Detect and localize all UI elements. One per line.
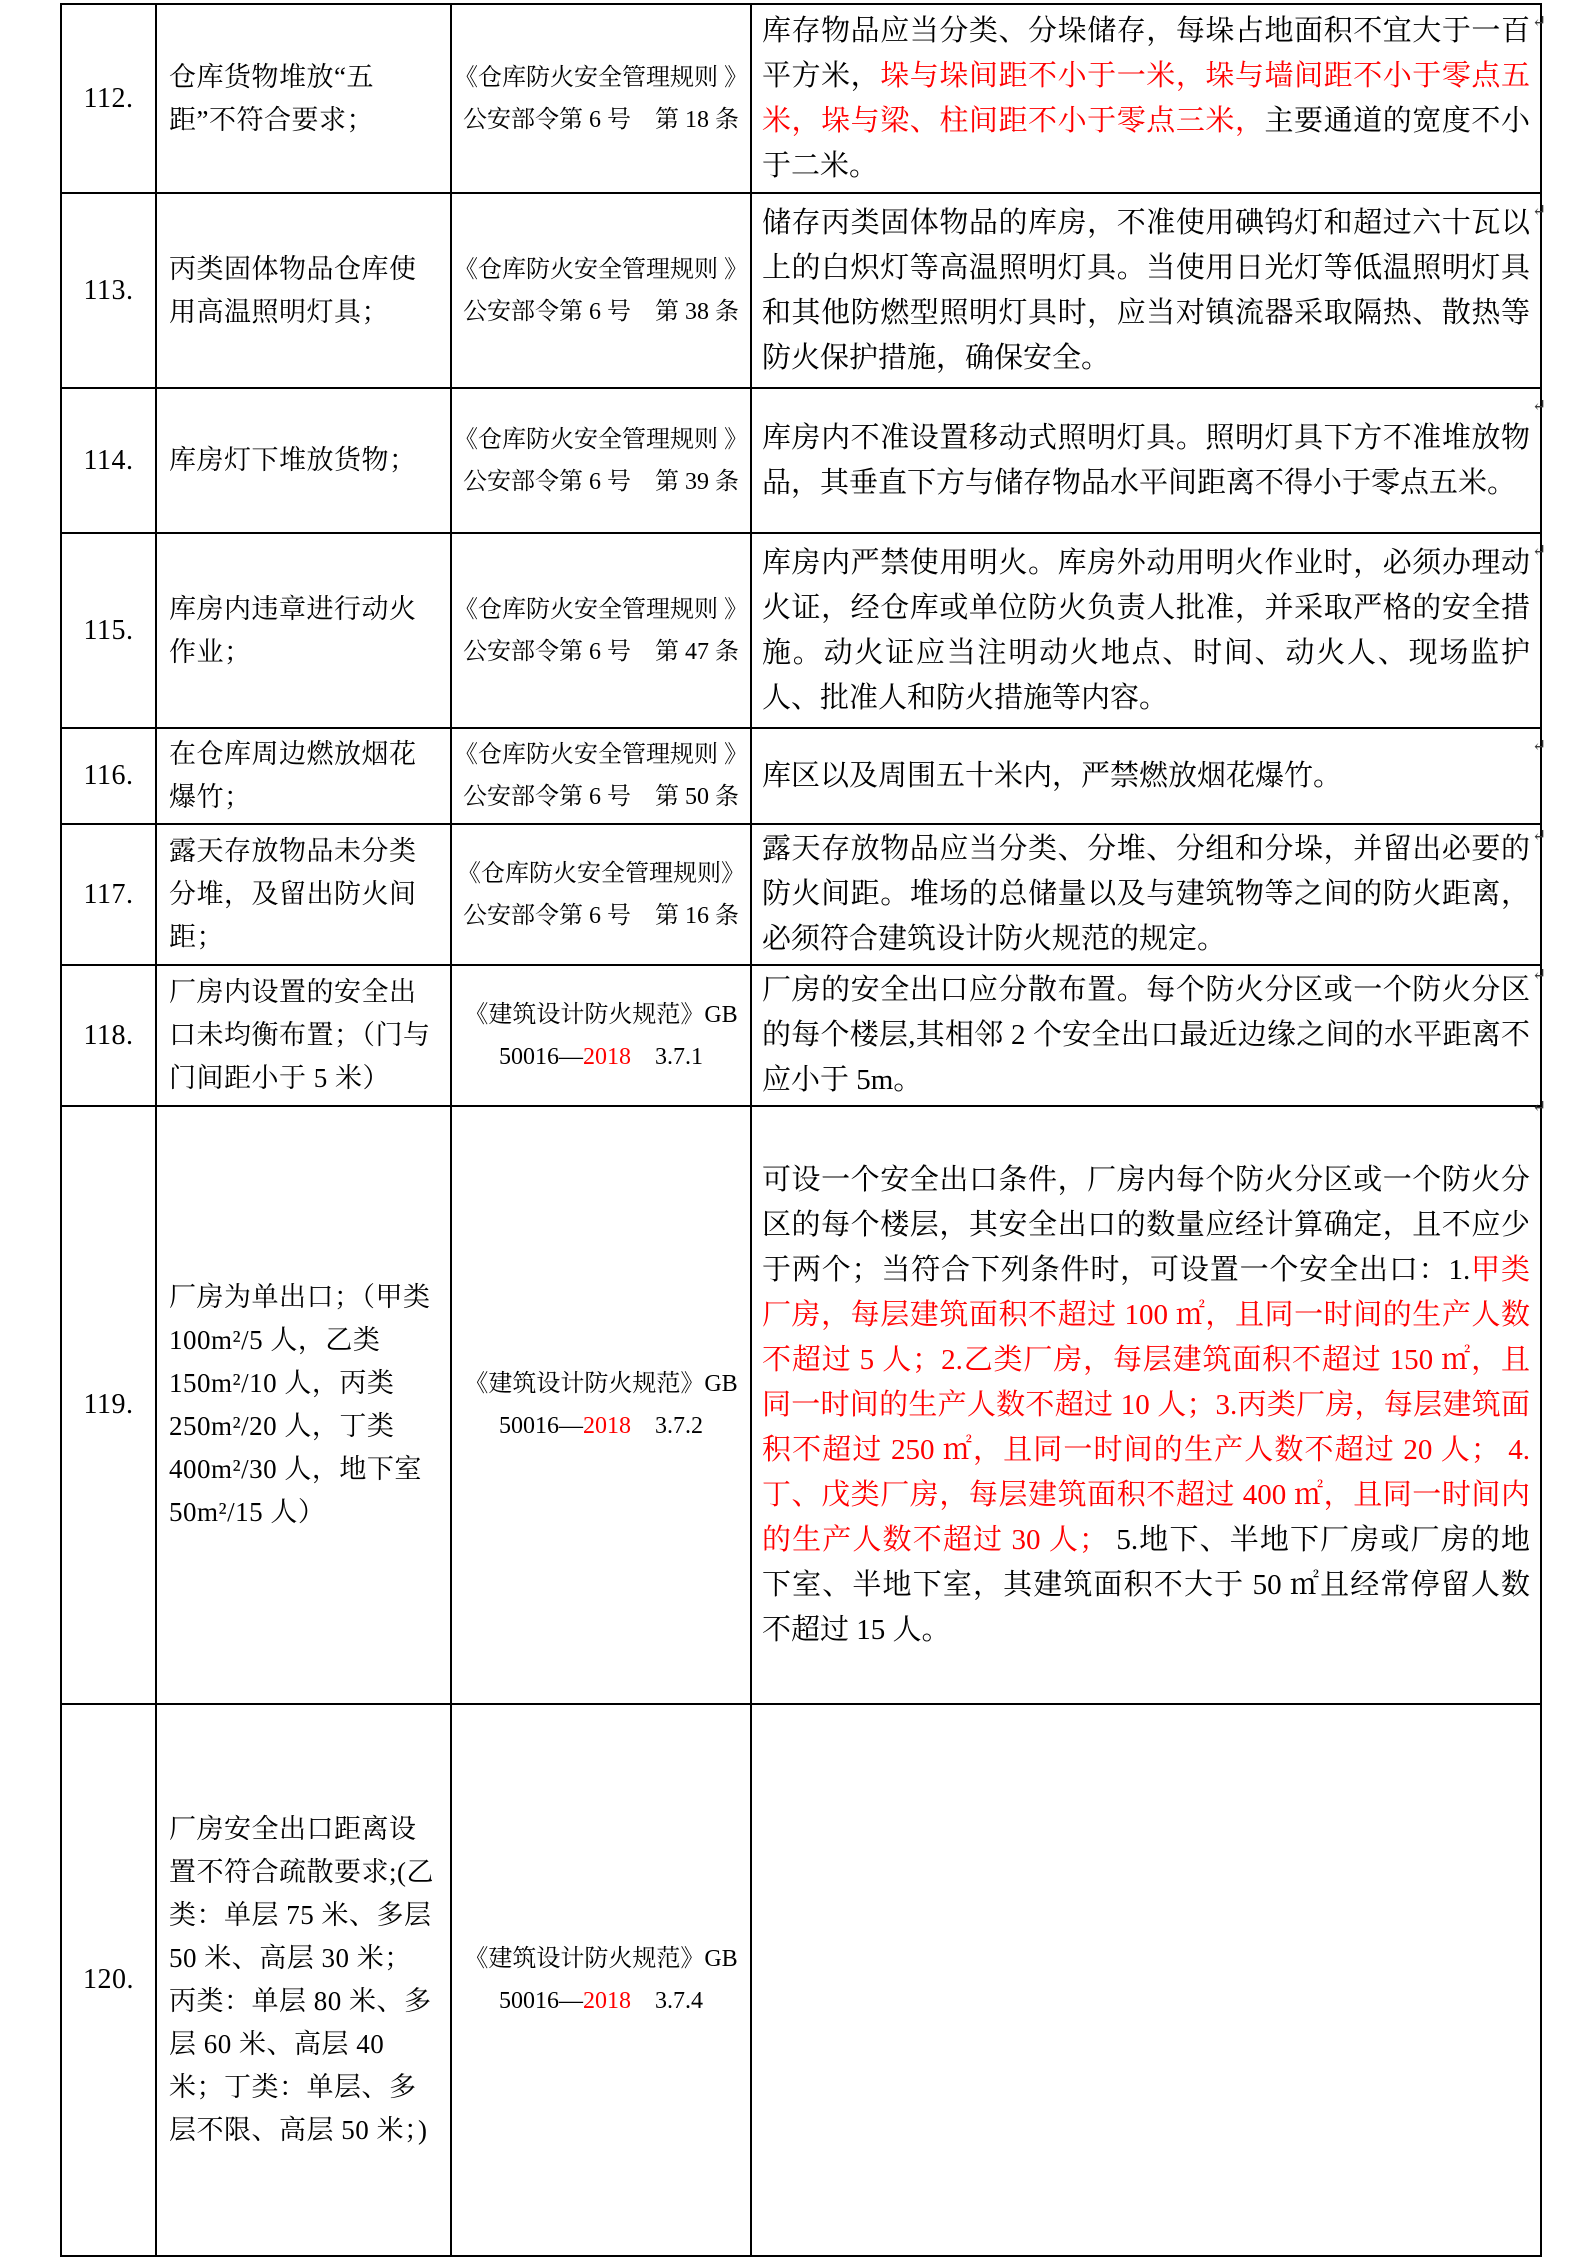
violation-cell: 露天存放物品未分类分堆，及留出防火间距； [156, 824, 451, 965]
table-row [61, 824, 1541, 965]
table-row [61, 1106, 1541, 1704]
violation-cell: 厂房内设置的安全出口未均衡布置；（门与门间距小于 5 米） [156, 965, 451, 1106]
basis-title: 《仓库防火安全管理规则 》 [454, 64, 748, 91]
basis-article [454, 461, 748, 503]
basis-article-segment: 3.7.1 [631, 1043, 703, 1070]
row-number-cell: 117. [61, 824, 156, 965]
basis-article [454, 1405, 748, 1447]
violation-cell: 库房灯下堆放货物； [156, 388, 451, 533]
basis-title: 《建筑设计防火规范》GB [464, 1371, 738, 1397]
basis-cell [451, 1106, 751, 1704]
basis-article-red-segment: 2018 [583, 1988, 631, 2014]
violation-cell: 厂房安全出口距离设置不符合疏散要求;(乙类：单层 75 米、多层 50 米、高层 30 米；丙类：单层 80 米、多层 60 米、高层 40 米；丁类：单层、多层不限、高层 50 米；) [156, 1704, 451, 2256]
basis-cell [451, 388, 751, 533]
detail-segment: 库房内严禁使用明火。库房外动用明火作业时，必须办理动火证，经仓库或单位防火负责人批准，并采取严格的安全措施。动火证应当注明动火地点、时间、动火人、现场监护人、批准人和防火措施等内容。 [762, 546, 1530, 714]
table-row [61, 388, 1541, 533]
row-number-cell: 112. [61, 4, 156, 193]
paragraph-mark-icon: ↵ [1532, 12, 1547, 31]
row-number-cell: 118. [61, 965, 156, 1106]
table-row [61, 728, 1541, 824]
basis-article-segment: 公安部令第 6 号 第 38 条 [463, 298, 739, 325]
paragraph-mark-icon: ↵ [1532, 965, 1547, 984]
paragraph-mark-icon: ↵ [1532, 396, 1547, 415]
basis-cell [451, 533, 751, 728]
row-number-cell: 120. [61, 1704, 156, 2256]
paragraph-mark-icon: ↵ [1532, 1097, 1547, 1116]
basis-title: 《仓库防火安全管理规则 》 [454, 742, 748, 768]
paragraph-mark-icon: ↵ [1532, 201, 1547, 220]
detail-segment: 库房内不准设置移动式照明灯具。照明灯具下方不准堆放物品，其垂直下方与储存物品水平间距离不得小于零点五米。 [762, 421, 1530, 499]
paragraph-mark-icon: ↵ [1532, 541, 1547, 560]
detail-cell [751, 4, 1541, 193]
detail-segment: 储存丙类固体物品的库房，不准使用碘钨灯和超过六十瓦以上的白炽灯等高温照明灯具。当使用日光灯等低温照明灯具和其他防燃型照明灯具时，应当对镇流器采取隔热、散热等防火保护措施，确保安全。 [762, 206, 1530, 374]
basis-article [454, 1980, 748, 2022]
table-row [61, 4, 1541, 193]
detail-segment: 库区以及周围五十米内，严禁燃放烟花爆竹。 [762, 759, 1343, 792]
basis-article [454, 1036, 748, 1078]
table-row [61, 1704, 1541, 2256]
detail-cell [751, 388, 1541, 533]
basis-article [454, 776, 748, 818]
violation-cell: 仓库货物堆放“五距”不符合要求； [156, 4, 451, 193]
detail-red-segment: 垛与垛间距不小于一米，垛与墙间距不小于零点五米，垛与梁、柱间距不小于零点三米， [762, 59, 1530, 137]
basis-title: 《仓库防火安全管理规则 》 [454, 426, 748, 453]
detail-cell [751, 728, 1541, 824]
basis-article-segment: 3.7.2 [631, 1413, 703, 1439]
table-row [61, 193, 1541, 388]
basis-article [454, 631, 748, 673]
regulations-table-body [61, 4, 1541, 2256]
basis-title: 《建筑设计防火规范》GB [464, 1946, 738, 1972]
row-number-cell: 113. [61, 193, 156, 388]
detail-segment: 露天存放物品应当分类、分堆、分组和分垛，并留出必要的防火间距。堆场的总储量以及与建筑物等之间的防火距离，必须符合建筑设计防火规范的规定。 [762, 833, 1530, 955]
basis-article [454, 895, 748, 937]
basis-article-segment: 公安部令第 6 号 第 18 条 [463, 106, 739, 133]
basis-article-segment: 公安部令第 6 号 第 16 条 [463, 902, 739, 929]
basis-article-segment: 50016— [499, 1988, 583, 2014]
violation-cell: 库房内违章进行动火作业； [156, 533, 451, 728]
basis-article [454, 291, 748, 333]
regulations-table [60, 3, 1542, 2257]
detail-segment: 厂房的安全出口应分散布置。每个防火分区或一个防火分区的每个楼层,其相邻 2 个安全出口最近边缘之间的水平距离不应小于 5m。 [762, 974, 1530, 1096]
detail-segment: 可设一个安全出口条件，厂房内每个防火分区或一个防火分区的每个楼层，其安全出口的数量应经计算确定，且不应少于两个；当符合下列条件时，可设置一个安全出口：1. [762, 1163, 1530, 1286]
basis-cell [451, 824, 751, 965]
detail-cell [751, 193, 1541, 388]
violation-cell: 厂房为单出口；（甲类 100m²/5 人，乙类 150m²/10 人，丙类 250m²/20 人，丁类 400m²/30 人，地下室 50m²/15 人） [156, 1106, 451, 1704]
basis-article-segment: 公安部令第 6 号 第 47 条 [463, 638, 739, 665]
row-number-cell: 114. [61, 388, 156, 533]
detail-cell [751, 1704, 1541, 2256]
basis-cell [451, 4, 751, 193]
row-number-cell: 116. [61, 728, 156, 824]
violation-cell: 丙类固体物品仓库使用高温照明灯具； [156, 193, 451, 388]
basis-title: 《建筑设计防火规范》GB [464, 1001, 738, 1028]
detail-segment: 5.地下、半地下厂房或厂房的地下室、半地下室，其建筑面积不大于 50 ㎡且经常停留人数不超过 15 人。 [762, 1523, 1530, 1646]
detail-cell [751, 533, 1541, 728]
row-number-cell: 119. [61, 1106, 156, 1704]
basis-article-segment: 公安部令第 6 号 第 39 条 [463, 468, 739, 495]
basis-article-segment: 50016— [499, 1043, 583, 1070]
basis-article-red-segment: 2018 [583, 1043, 631, 1070]
basis-cell [451, 728, 751, 824]
detail-cell [751, 1106, 1541, 1704]
paragraph-mark-icon: ↵ [1532, 736, 1547, 755]
basis-cell [451, 1704, 751, 2256]
detail-cell [751, 965, 1541, 1106]
basis-title: 《仓库防火安全管理规则》 [457, 860, 745, 887]
basis-cell [451, 965, 751, 1106]
paragraph-mark-icon: ↵ [1532, 826, 1547, 845]
basis-article-segment: 50016— [499, 1413, 583, 1439]
table-row [61, 965, 1541, 1106]
basis-article-segment: 3.7.4 [631, 1988, 703, 2014]
detail-segment: 主要通道的宽度不小于二米。 [762, 104, 1530, 182]
basis-title: 《仓库防火安全管理规则 》 [454, 596, 748, 623]
detail-cell [751, 824, 1541, 965]
basis-title: 《仓库防火安全管理规则 》 [454, 256, 748, 283]
basis-article [454, 99, 748, 141]
basis-cell [451, 193, 751, 388]
basis-article-segment: 公安部令第 6 号 第 50 条 [463, 784, 739, 810]
detail-red-segment: 甲类厂房，每层建筑面积不超过 100 ㎡，且同一时间的生产人数不超过 5 人；2.乙类厂房，每层建筑面积不超过 150 ㎡，且同一时间的生产人数不超过 10 人；3.丙类厂房，每层建筑面积不超过 250 ㎡，且同一时间的生产人数不超过 20 人； 4.丁、戊类厂房，每层建筑面积不超过 400 ㎡，且同一时间内的生产人数不超过 30 人； [762, 1253, 1530, 1556]
table-row [61, 533, 1541, 728]
row-number-cell: 115. [61, 533, 156, 728]
basis-article-red-segment: 2018 [583, 1413, 631, 1439]
violation-cell: 在仓库周边燃放烟花爆竹； [156, 728, 451, 824]
detail-segment: 库存物品应当分类、分垛储存，每垛占地面积不宜大于一百平方米， [762, 14, 1530, 92]
